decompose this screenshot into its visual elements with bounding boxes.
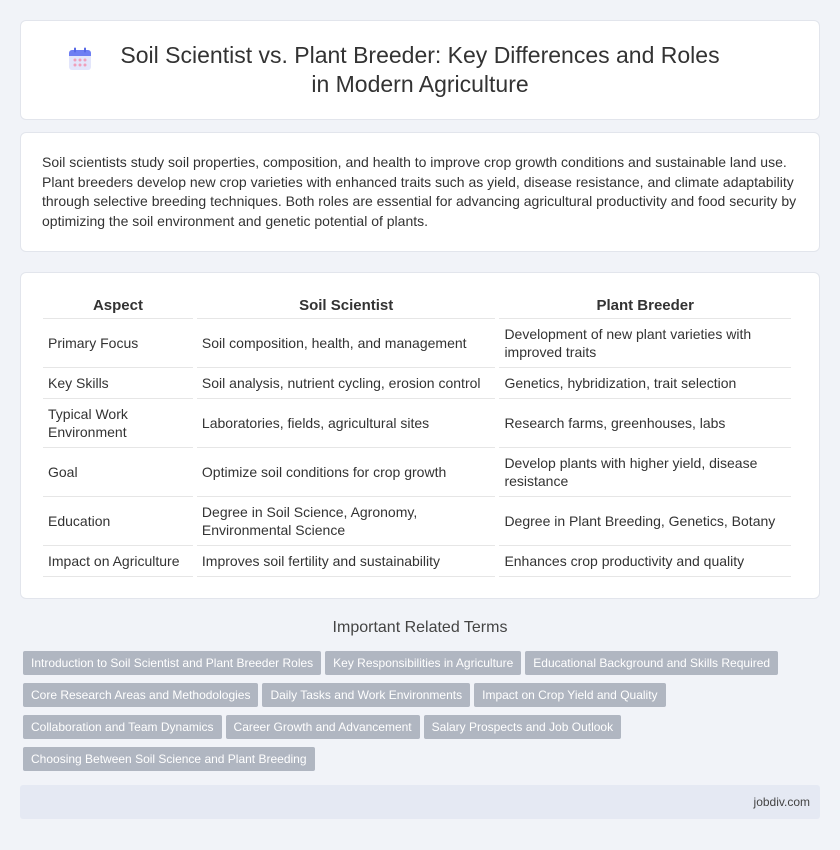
- table-cell: Soil analysis, nutrient cycling, erosion control: [197, 368, 496, 399]
- table-cell: Optimize soil conditions for crop growth: [197, 448, 496, 497]
- table-cell: Education: [43, 497, 193, 546]
- table-row: [43, 368, 791, 399]
- related-terms-heading: Important Related Terms: [332, 619, 508, 636]
- table-row: [43, 497, 791, 546]
- column-header: Soil Scientist: [197, 293, 496, 319]
- footer-site-link[interactable]: jobdiv.com: [753, 795, 810, 809]
- comparison-card: [20, 272, 820, 599]
- related-term-tag[interactable]: Impact on Crop Yield and Quality: [474, 683, 665, 707]
- page-title: Soil Scientist vs. Plant Breeder: Key Differences and Roles in Modern Agriculture: [120, 42, 720, 97]
- comparison-table: [39, 293, 795, 577]
- header-card: [20, 20, 820, 120]
- related-term-tag[interactable]: Salary Prospects and Job Outlook: [424, 715, 621, 739]
- related-term-tag[interactable]: Career Growth and Advancement: [226, 715, 420, 739]
- intro-card: [20, 132, 820, 252]
- table-cell: Degree in Soil Science, Agronomy, Environmental Science: [197, 497, 496, 546]
- table-row: [43, 546, 791, 577]
- table-cell: Typical Work Environment: [43, 399, 193, 448]
- footer: [20, 785, 820, 819]
- table-cell: Impact on Agriculture: [43, 546, 193, 577]
- calendar-icon: [68, 47, 92, 71]
- related-term-tag[interactable]: Collaboration and Team Dynamics: [23, 715, 222, 739]
- table-cell: Improves soil fertility and sustainability: [197, 546, 496, 577]
- table-header-row: [43, 293, 791, 319]
- related-term-tag[interactable]: Educational Background and Skills Required: [525, 651, 778, 675]
- table-row: [43, 399, 791, 448]
- table-cell: Primary Focus: [43, 319, 193, 368]
- related-terms-list: [23, 651, 813, 779]
- intro-text: Soil scientists study soil properties, composition, and health to improve crop growth conditions and sustainable land use. Plant breeders develop new crop varieties with enhanced traits such as yield, disease resistance, and climate adaptability through selective breeding techniques. Both roles are essential for advancing agricultural productivity and food security by optimizing the soil environment and genetic potential of plants.: [42, 154, 797, 229]
- table-cell: Research farms, greenhouses, labs: [499, 399, 791, 448]
- column-header: Aspect: [43, 293, 193, 319]
- table-cell: Degree in Plant Breeding, Genetics, Botany: [499, 497, 791, 546]
- related-term-tag[interactable]: Choosing Between Soil Science and Plant Breeding: [23, 747, 315, 771]
- table-cell: Genetics, hybridization, trait selection: [499, 368, 791, 399]
- table-cell: Laboratories, fields, agricultural sites: [197, 399, 496, 448]
- related-term-tag[interactable]: Daily Tasks and Work Environments: [262, 683, 470, 707]
- table-cell: Develop plants with higher yield, disease resistance: [499, 448, 791, 497]
- table-cell: Soil composition, health, and management: [197, 319, 496, 368]
- related-term-tag[interactable]: Key Responsibilities in Agriculture: [325, 651, 521, 675]
- table-row: [43, 319, 791, 368]
- table-cell: Enhances crop productivity and quality: [499, 546, 791, 577]
- table-cell: Development of new plant varieties with improved traits: [499, 319, 791, 368]
- table-cell: Goal: [43, 448, 193, 497]
- column-header: Plant Breeder: [499, 293, 791, 319]
- related-term-tag[interactable]: Introduction to Soil Scientist and Plant Breeder Roles: [23, 651, 321, 675]
- table-row: [43, 448, 791, 497]
- related-term-tag[interactable]: Core Research Areas and Methodologies: [23, 683, 258, 707]
- table-cell: Key Skills: [43, 368, 193, 399]
